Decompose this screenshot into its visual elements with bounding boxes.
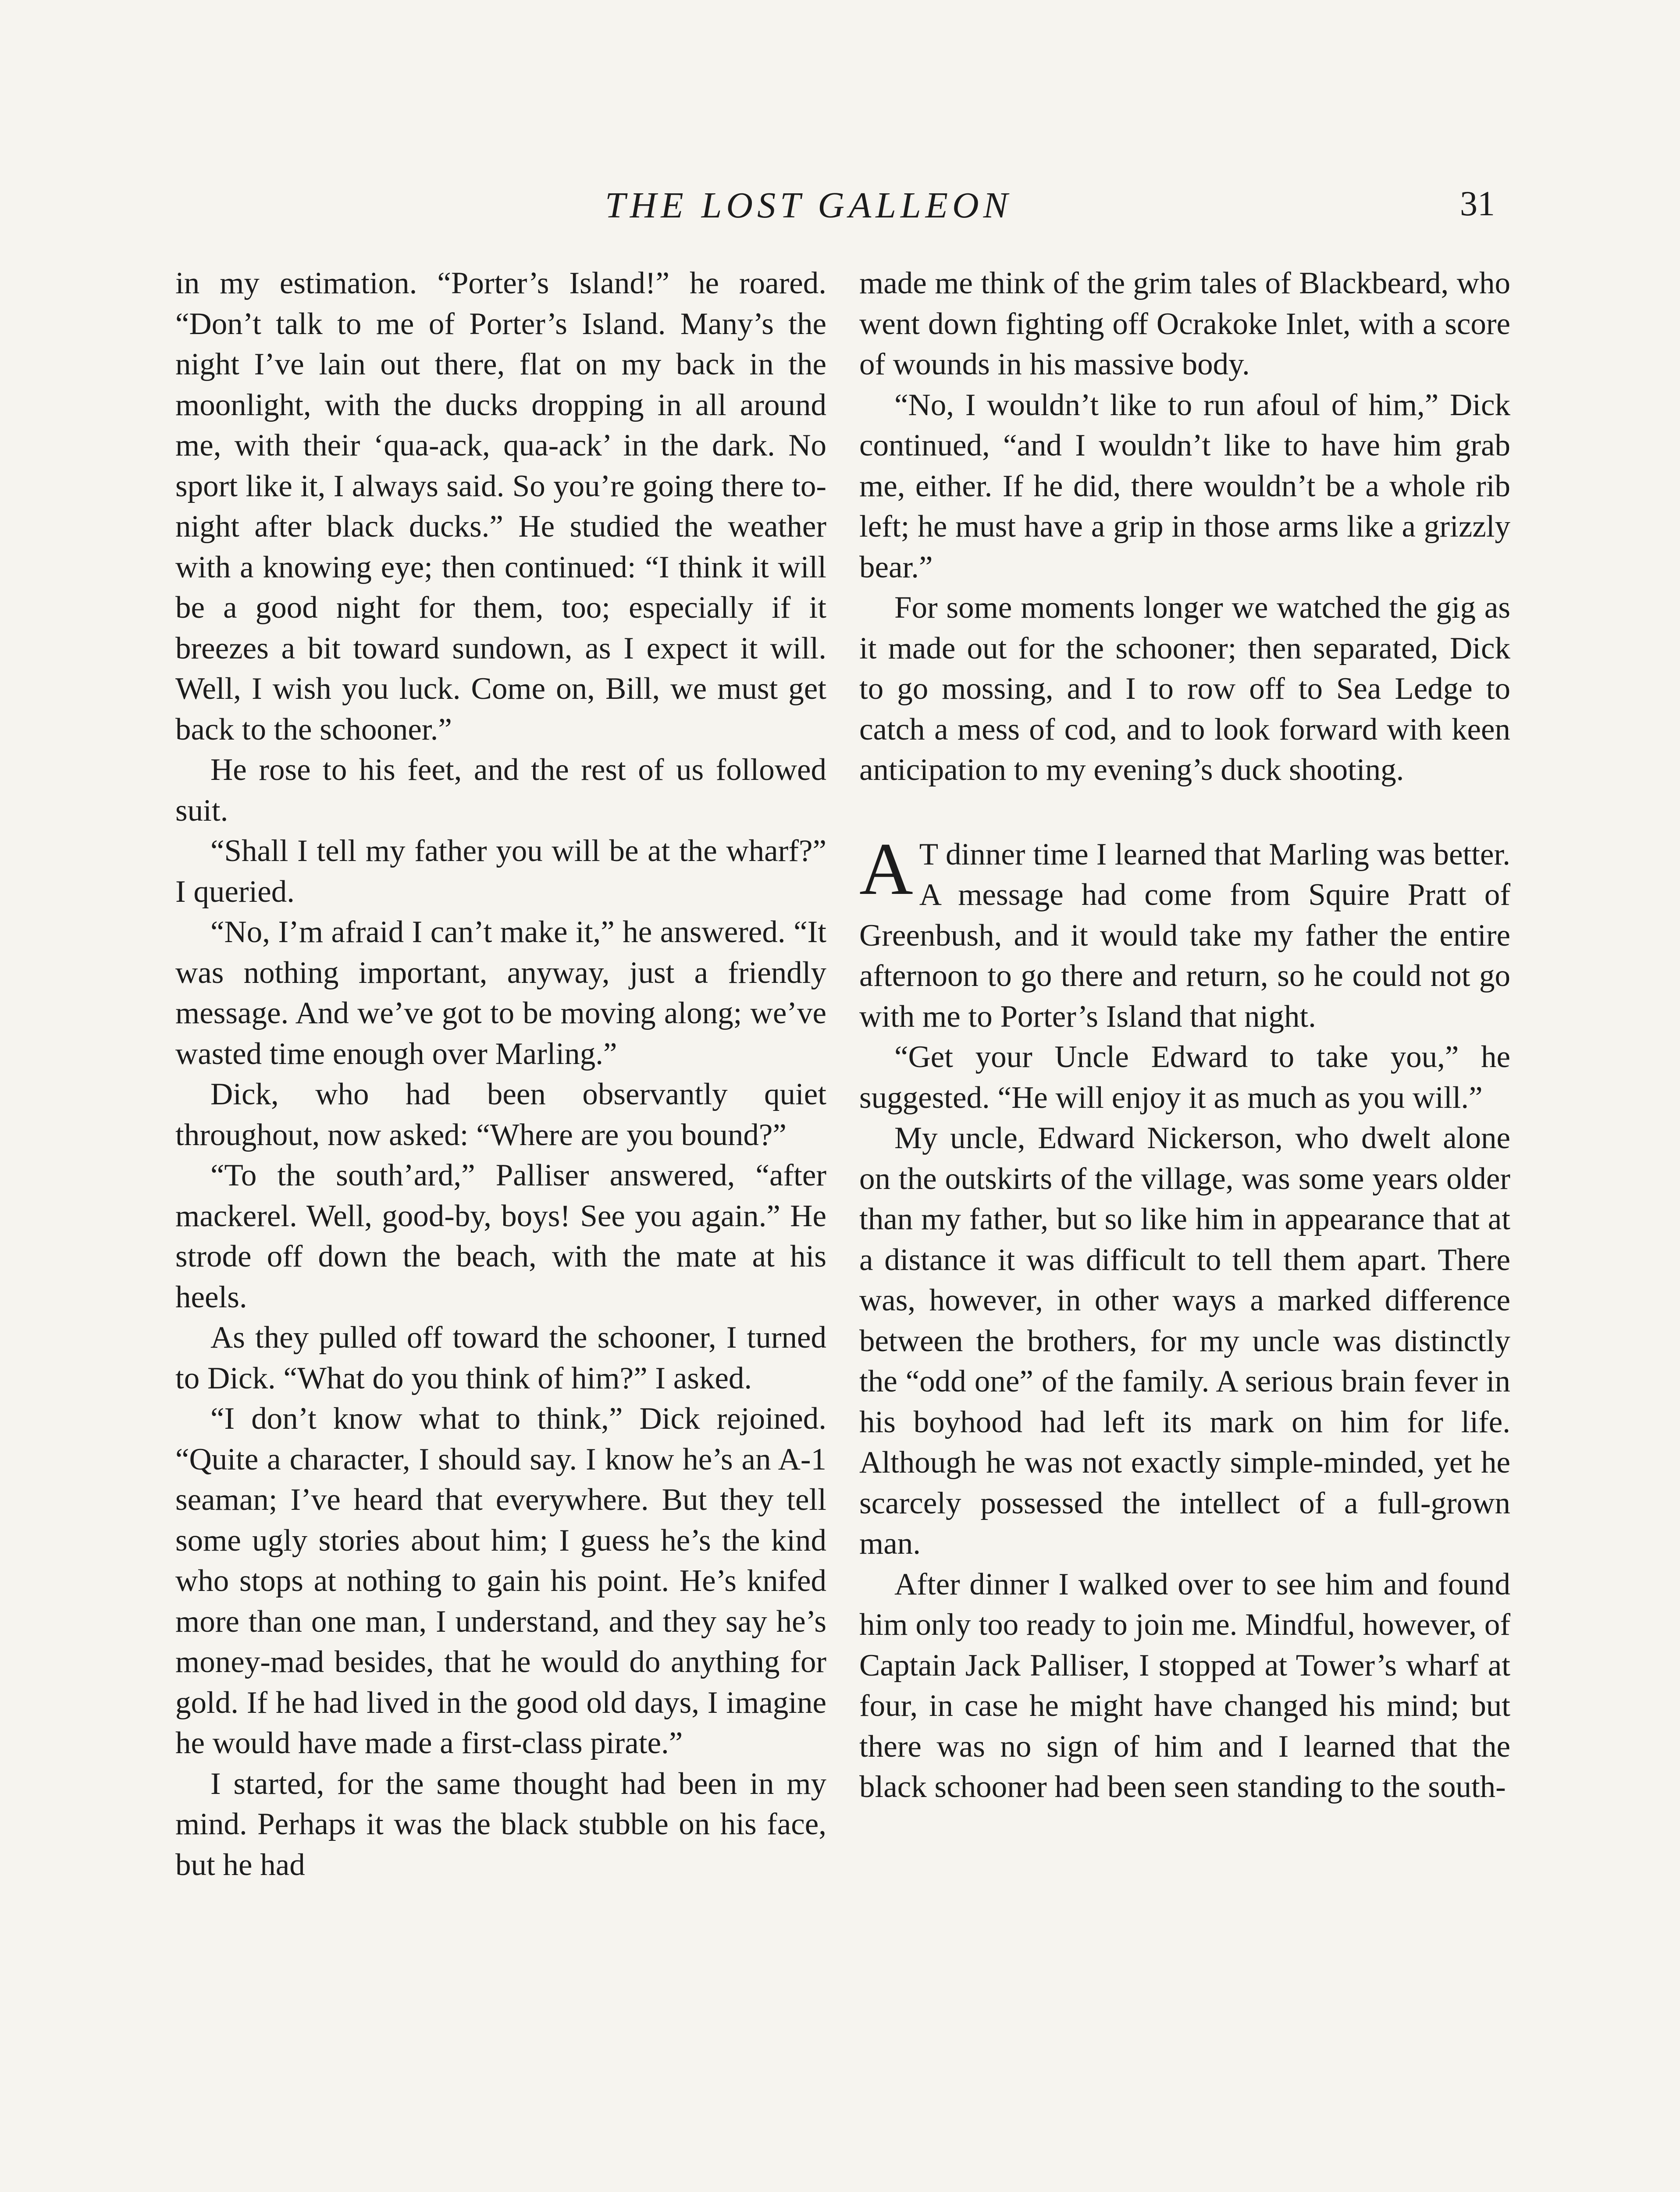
paragraph: made me think of the grim tales of Blackbeard, who went down fighting off Ocrakoke Inlet, with a score of wounds in his massive body. <box>859 266 1510 381</box>
paragraph: “Shall I tell my father you will be at the wharf?” I queried. <box>175 834 826 909</box>
page-header <box>0 184 1680 237</box>
paragraph: “I don’t know what to think,” Dick rejoined. “Quite a character, I should say. I know he’s an A-1 seaman; I’ve heard that everywhere. But they tell some ugly stories about him; I guess he’s the kind who stops at nothing to gain his point. He’s knifed more than one man, I understand, and they say he’s money-mad besides, that he would do anything for gold. If he had lived in the good old days, I imagine he would have made a first-class pirate.” <box>175 1402 826 1760</box>
paragraph: My uncle, Edward Nickerson, who dwelt alone on the outskirts of the village, was some years older than my father, but so like him in appearance that at a distance it was difficult to tell them apart. There was, however, in other ways a marked difference between the brothers, for my uncle was distinctly the “odd one” of the family. A serious brain fever in his boyhood had left its mark on him for life. Although he was not exactly simple-minded, yet he scarcely possessed the intellect of a full-grown man. <box>859 1121 1510 1561</box>
paragraph: For some moments longer we watched the gig as it made out for the schooner; then separated, Dick to go mossing, and I to row off to Sea Ledge to catch a mess of cod, and to look forward with keen anticipation to my evening’s duck shooting. <box>859 591 1510 787</box>
paragraph: in my estimation. “Porter’s Island!” he roared. “Don’t talk to me of Porter’s Island. Many’s the night I’ve lain out there, flat on my back in the moonlight, with the ducks dropping in all around me, with their ‘qua-ack, qua-ack’ in the dark. No sport like it, I always said. So you’re going there to-night after black ducks.” He studied the weather with a knowing eye; then continued: “I think it will be a good night for them, too; especially if it breezes a bit toward sundown, as I expect it will. Well, I wish you luck. Come on, Bill, we must get back to the schooner.” <box>175 266 826 747</box>
paragraph-text: T dinner time I learned that Marling was better. A message had come from Squire Pratt of Greenbush, and it would take my father the entire afternoon to go there and return, so he could not go with me to Porter’s Island that night. <box>859 837 1510 1034</box>
page-number: 31 <box>1460 185 1495 223</box>
paragraph: “To the south’ard,” Palliser answered, “after mackerel. Well, good-by, boys! See you again.” He strode off down the beach, with the mate at his heels. <box>175 1158 826 1314</box>
paragraph: “No, I’m afraid I can’t make it,” he answered. “It was nothing important, anyway, just a friendly message. And we’ve got to be moving along; we’ve wasted time enough over Marling.” <box>175 915 826 1071</box>
left-column <box>175 263 826 1885</box>
paragraph: “No, I wouldn’t like to run afoul of him,” Dick continued, “and I wouldn’t like to have him grab me, either. If he did, there wouldn’t be a whole rib left; he must have a grip in those arms like a grizzly bear.” <box>859 388 1510 584</box>
right-column <box>859 263 1510 1808</box>
paragraph: I started, for the same thought had been in my mind. Perhaps it was the black stubble on his face, but he had <box>175 1766 826 1882</box>
paragraph: After dinner I walked over to see him and found him only too ready to join me. Mindful, however, of Captain Jack Palliser, I stopped at Tower’s wharf at four, in case he might have changed his mind; but there was no sign of him and I learned that the black schooner had been seen standing to the south- <box>859 1567 1510 1804</box>
paragraph: “Get your Uncle Edward to take you,” he suggested. “He will enjoy it as much as you will.” <box>859 1040 1510 1115</box>
section-start-paragraph <box>859 827 1510 1037</box>
paragraph: He rose to his feet, and the rest of us followed suit. <box>175 753 826 828</box>
paragraph: As they pulled off toward the schooner, I turned to Dick. “What do you think of him?” I asked. <box>175 1320 826 1395</box>
drop-cap: A <box>859 827 913 910</box>
paragraph: Dick, who had been observantly quiet throughout, now asked: “Where are you bound?” <box>175 1077 826 1152</box>
running-title: THE LOST GALLEON <box>605 185 1012 226</box>
